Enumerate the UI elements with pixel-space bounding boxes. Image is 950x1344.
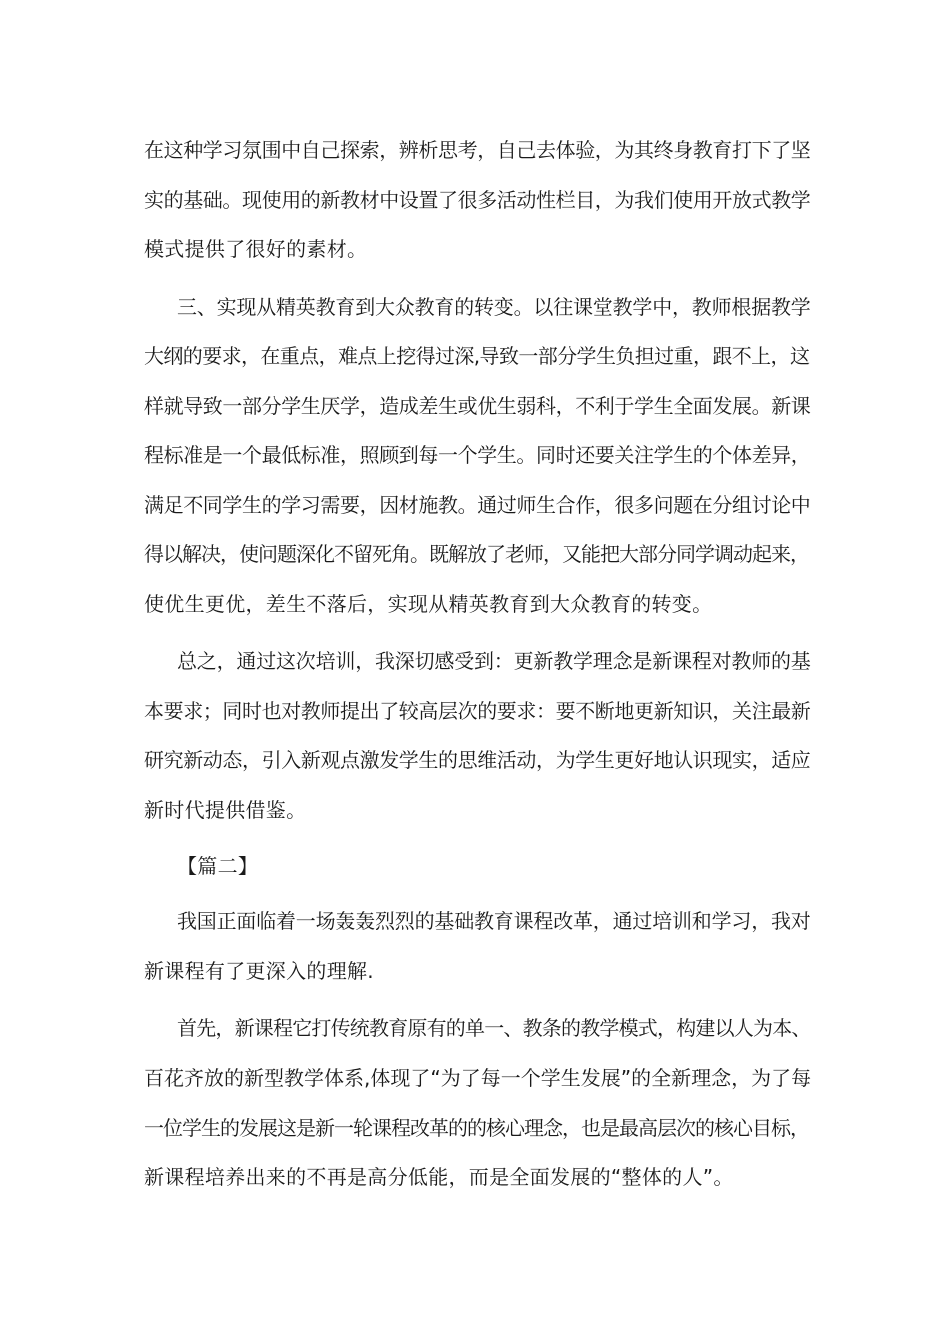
text-line-11: 总之，通过这次培训，我深切感受到：更新教学理念是新课程对教师的基 — [177, 649, 811, 673]
text-line-17: 新课程有了更深入的理解. — [144, 959, 374, 983]
text-line-6: 样就导致一部分学生厌学，造成差生或优生弱科，不利于学生全面发展。新课 — [144, 394, 811, 418]
text-line-13: 研究新动态，引入新观点激发学生的思维活动，为学生更好地认识现实，适应 — [144, 748, 811, 772]
text-line-8: 满足不同学生的学习需要，因材施教。通过师生合作，很多问题在分组讨论中 — [144, 493, 811, 517]
text-line-18: 首先，新课程它打传统教育原有的单一、教条的教学模式，构建以人为本、 — [177, 1016, 811, 1040]
text-line-16: 我国正面临着一场轰轰烈烈的基础教育课程改革，通过培训和学习，我对 — [177, 909, 811, 933]
text-line-3: 模式提供了很好的素材。 — [144, 237, 368, 261]
text-line-19: 百花齐放的新型教学体系,体现了“为了每一个学生发展”的全新理念，为了每 — [144, 1066, 812, 1090]
text-line-7: 程标准是一个最低标准，照顾到每一个学生。同时还要关注学生的个体差异， — [144, 443, 811, 467]
text-line-9: 得以解决，使问题深化不留死角。既解放了老师，又能把大部分同学调动起来， — [144, 542, 809, 566]
text-line-20: 一位学生的发展这是新一轮课程改革的的核心理念，也是最高层次的核心目标， — [144, 1116, 809, 1140]
section-heading: 【篇二】 — [177, 854, 259, 878]
text-line-10: 使优生更优，差生不落后，实现从精英教育到大众教育的转变。 — [144, 592, 713, 616]
text-line-5: 大纲的要求，在重点，难点上挖得过深,导致一部分学生负担过重，跟不上，这 — [144, 344, 810, 368]
text-line-12: 本要求；同时也对教师提出了较高层次的要求：要不断地更新知识，关注最新 — [144, 699, 811, 723]
text-line-4: 三、实现从精英教育到大众教育的转变。以往课堂教学中，教师根据教学 — [177, 295, 811, 319]
text-line-1: 在这种学习氛围中自己探索，辨析思考，自己去体验，为其终身教育打下了坚 — [144, 138, 811, 162]
text-line-21: 新课程培养出来的不再是高分低能，而是全面发展的“整体的人”。 — [144, 1165, 734, 1189]
text-line-2: 实的基础。现使用的新教材中设置了很多活动性栏目，为我们使用开放式教学 — [144, 188, 811, 212]
text-line-14: 新时代提供借鉴。 — [144, 798, 307, 822]
